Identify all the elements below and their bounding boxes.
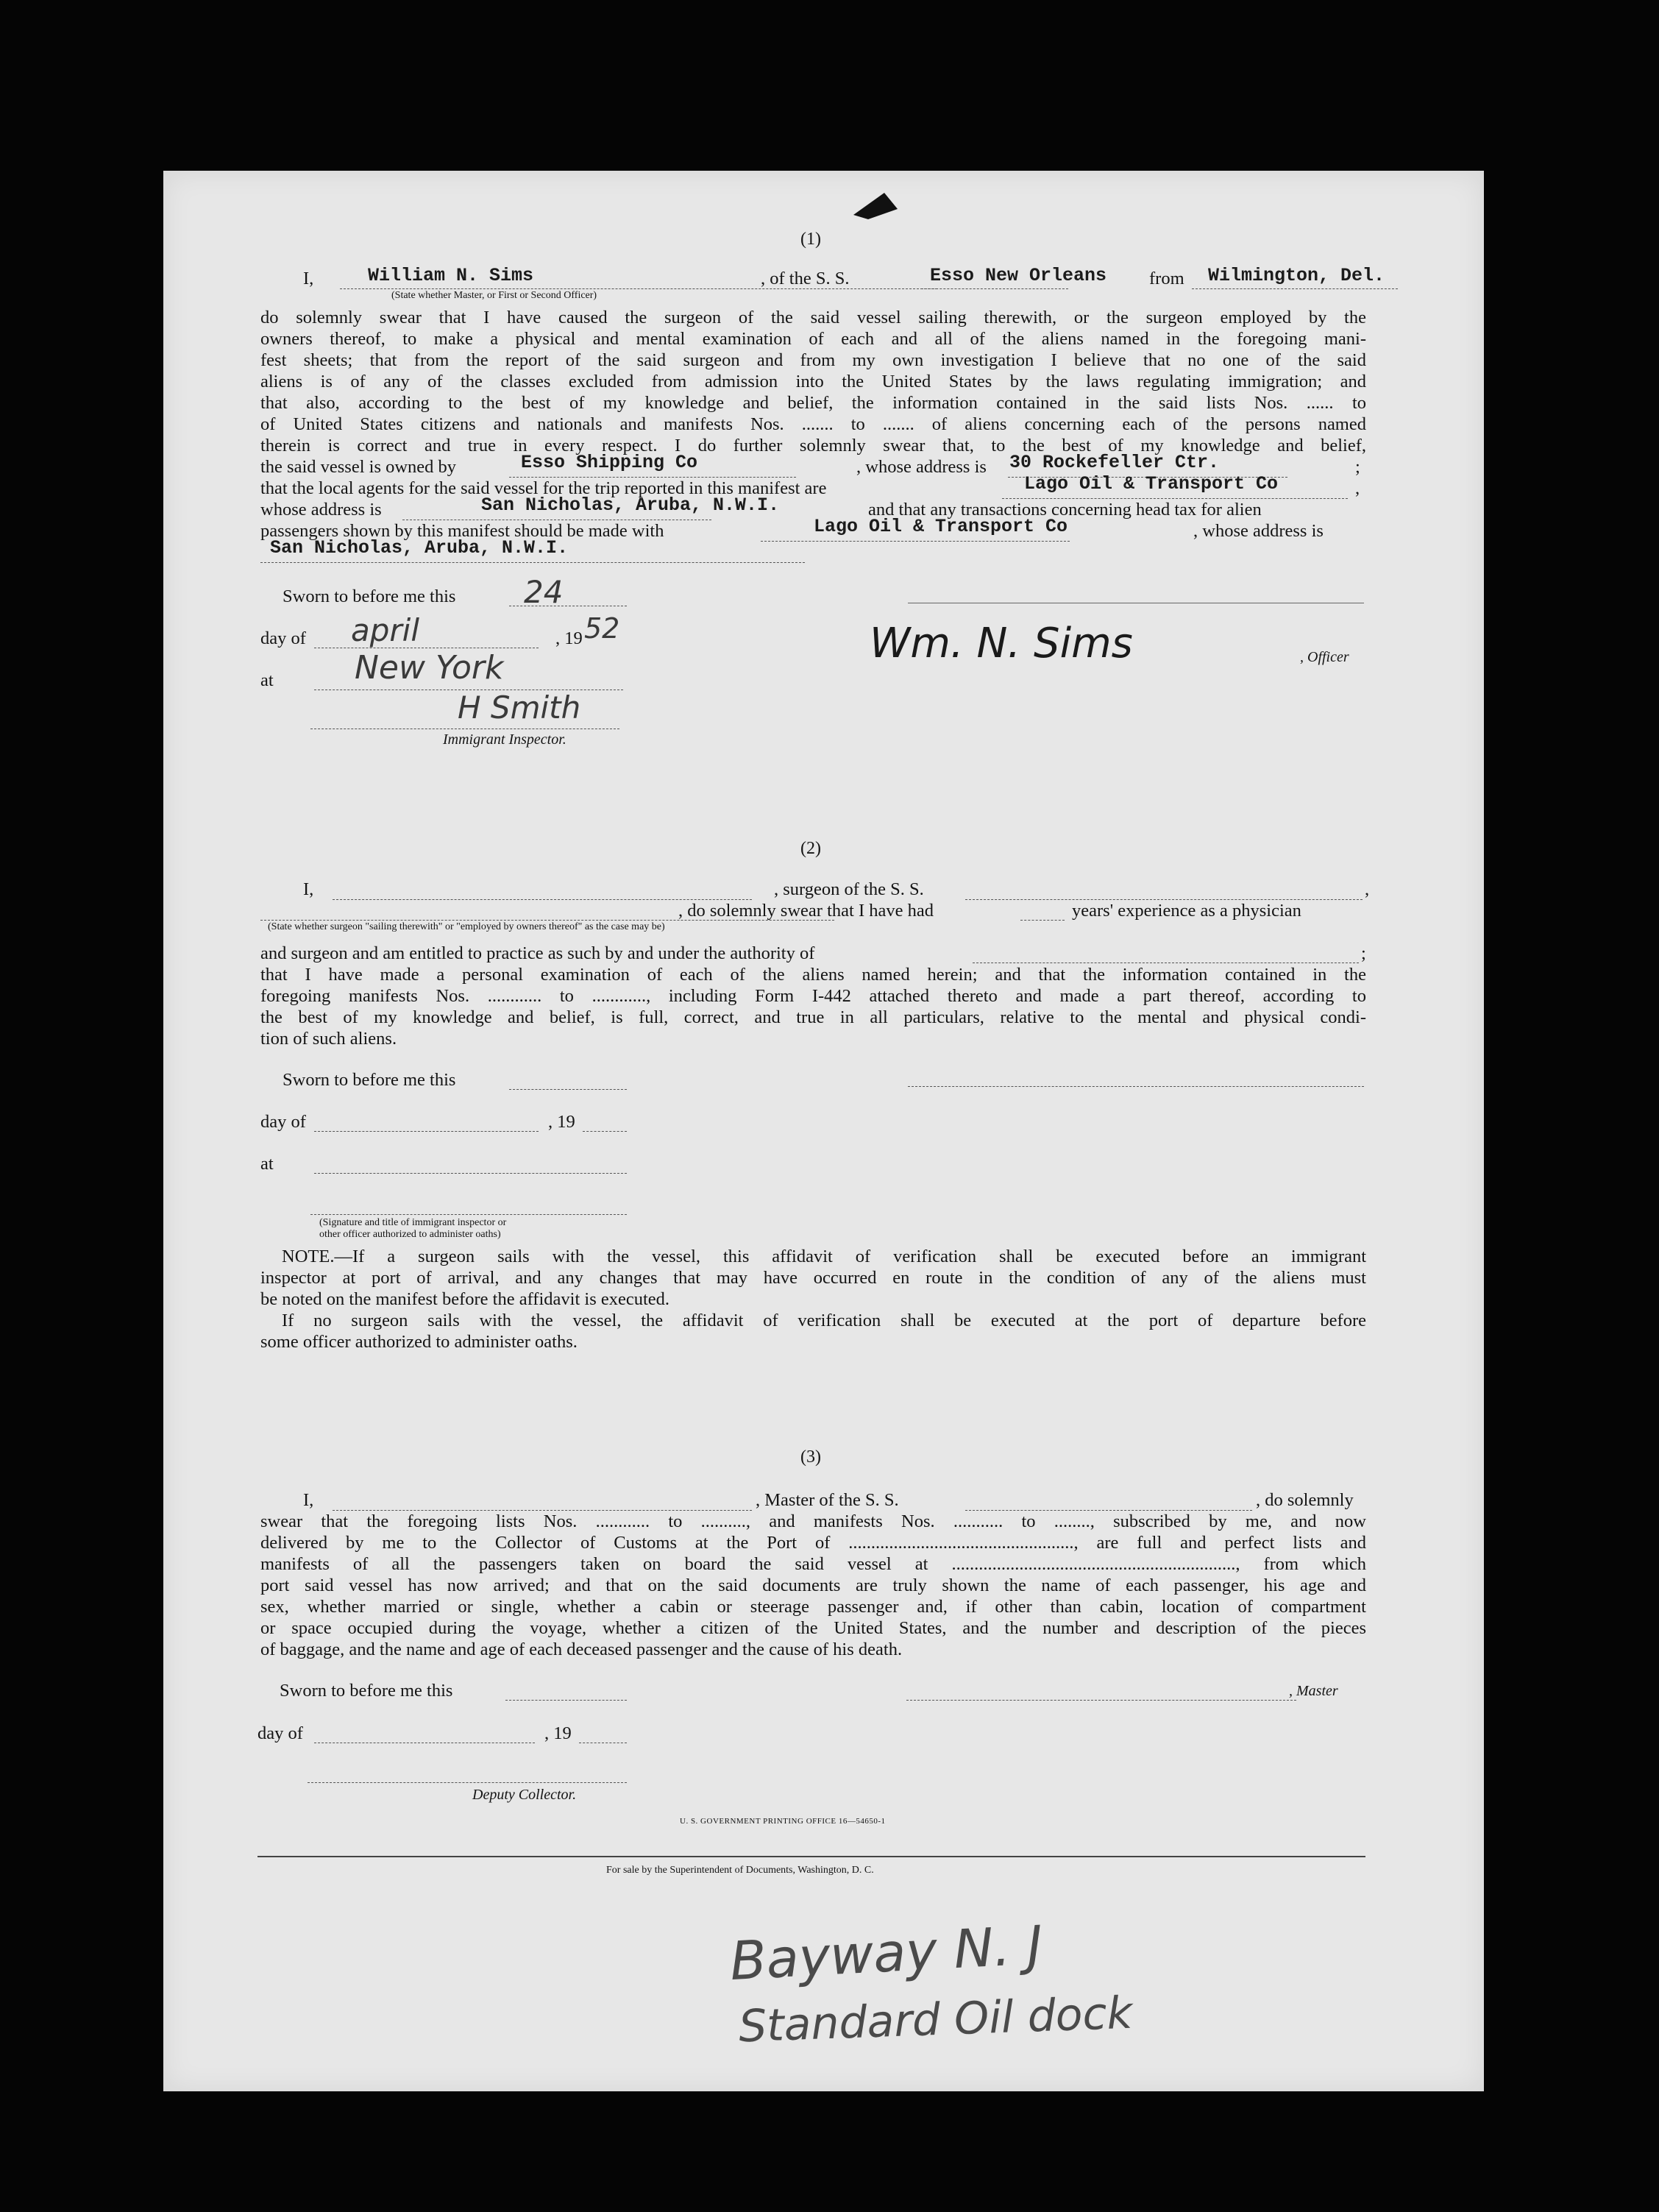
oath-line: of United States citizens and nationals and manifests Nos. ....... to ....... of aliens concerning each of the persons named <box>260 414 1366 434</box>
oath-line: fest sheets; that from the report of the said surgeon and from my own investigation I believe that no one of the said <box>260 350 1366 370</box>
day-of-label-2: day of <box>260 1112 306 1132</box>
manifest-affidavit-page: (1) I, William N. Sims , of the S. S. Esso New Orleans from Wilmington, Del. (State whether Master, or First or Second Officer) do solemnly swear that I have caused the surgeon of the said vessel sailing therewith, or the surgeon employed by the owners thereof, to make a physical and mental examination of each and all of the aliens named in the foregoing mani- fest sheets; that from the report of the said surgeon and from my own investigation I believe that no one of the said aliens is of any of the classes excluded from admission into the United States by the laws regulating immigration; and that also, according to the best of my knowledge and belief, the information contained in the said lists Nos. ...... to of United States citizens and nationals and manifests Nos. ....... to ....... of aliens concerning each of the persons named therein is correct and true in every respect. I do further solemnly swear that, to the best of my knowledge and belief, the said vessel is owned by Esso Shipping Co , whose address is 30 Rockefeller Ctr. ; that the local agents for the said vessel for the trip reported in this manifest are Lago Oil & Transport Co , whose address is San Nicholas, Aruba, N.W.I. and that any transactions concerning head tax for alien passengers shown by this manifest should be made with Lago Oil & Transport Co , whose address is San Nicholas, Aruba, N.W.I. Sworn to before me this 24 day of april , 19 52 at New York H Smith Immigrant Inspector. Wm. N. Sims , Officer (2) I, , surgeon of the S. S. , , do solemnly swear that I have had years' experience as a physician (State whether surgeon "sailing therewith" or "employed by owners thereof" as the case may be) and surgeon and am entitled to practice as such by and under the authority of ; that I have made a personal examination of each of the aliens named herein; and that the information contained in the foregoing manifests Nos. ............ to ............, including Form I-442 attached thereto and made a part thereof, according to the best of my knowledge and belief, is full, correct, and true in all particulars, relative to the mental and physical condi- tion of such aliens. Sworn to before me this day of , 19 at (Signature and title of immigrant inspector or other officer authorized to administer oaths) NOTE.—If a surgeon sails with the vessel, this affidavit of verification shall be executed before an immigrant inspector at port of arrival, and any changes that may have occurred en route in the condition of any of the aliens must be noted on the manifest before the affidavit is executed. If no surgeon sails with the vessel, the affidavit of verification shall be executed at the port of departure before some officer authorized to administer oaths. (3) I, , Master of the S. S. , do solemnly swear that the foregoing lists Nos. ............ to .........., and manifests Nos. ........... to ........, subscribed by me, and now delivered by me to the Collector of Customs at the Port of .................................................., are full and perfect lists and manifests of all the passengers taken on board the said vessel at ..............................................................., from which port said vessel has now arrived; and that on the said documents are truly shown the name of each passenger, his age and sex, whether married or single, whether a cabin or steerage passenger and, if other than cabin, location of compartment or space occupied during the voyage, whether a citizen of the United States, and the number and description of the pieces of baggage, and the name and age of each deceased passenger and the cause of his death. Sworn to before me this , Master day of , 19 Deputy Collector. U. S. GOVERNMENT PRINTING OFFICE 16—54650-1 For sale by the Superintendent of Documents, Washington, D. C. Bayway N. J Standard Oil dock <box>163 171 1484 2091</box>
years-experience-label: years' experience as a physician <box>1072 901 1301 921</box>
day-of-label: day of <box>260 628 306 648</box>
note-2-line: If no surgeon sails with the vessel, the affidavit of verification shall be executed at the port of departure before <box>282 1311 1366 1330</box>
master-oath-line: delivered by me to the Collector of Customs at the Port of .................................................., are full and perfect lists and <box>260 1533 1366 1553</box>
note-last: be noted on the manifest before the affidavit is executed. <box>260 1289 670 1309</box>
sworn-label: Sworn to before me this <box>283 586 456 606</box>
whose-address-label: , whose address is <box>856 457 987 477</box>
from-label: from <box>1149 269 1184 288</box>
master-of-label: , Master of the S. S. <box>756 1490 899 1510</box>
torn-mark <box>853 193 898 219</box>
signature-note-1: (Signature and title of immigrant inspector or <box>319 1217 507 1228</box>
handwritten-note-line-1: Bayway N. J <box>728 1913 1045 1993</box>
deputy-collector-label: Deputy Collector. <box>472 1787 577 1803</box>
departure-port: Wilmington, Del. <box>1208 265 1385 286</box>
vessel-name: Esso New Orleans <box>930 265 1107 286</box>
oath-line: aliens is of any of the classes excluded from admission into the United States by the laws regulating immigration; and <box>260 372 1366 391</box>
agents-address: San Nicholas, Aruba, N.W.I. <box>481 494 780 516</box>
officer-label: , Officer <box>1300 649 1349 665</box>
owner-address: 30 Rockefeller Ctr. <box>1009 452 1220 473</box>
oath-line: owners thereof, to make a physical and mental examination of each and all of the aliens named in the foregoing mani- <box>260 329 1366 349</box>
whose-address-label-2: , whose address is <box>1193 521 1324 541</box>
oath-line: therein is correct and true in every respect. I do further solemnly swear that, to the best of my knowledge and belief, <box>260 436 1366 455</box>
master-oath-line: sex, whether married or single, whether a cabin or steerage passenger and, if other than cabin, location of compartment <box>260 1597 1366 1617</box>
year-prefix-3: , 19 <box>544 1723 572 1743</box>
surgeon-oath-line: the best of my knowledge and belief, is full, correct, and true in all particulars, relative to the mental and physical condi- <box>260 1007 1366 1027</box>
section-2-number: (2) <box>800 839 821 858</box>
year-prefix: , 19 <box>555 628 583 648</box>
signature-note-2: other officer authorized to administer oaths) <box>319 1229 501 1240</box>
head-tax-address: San Nicholas, Aruba, N.W.I. <box>270 537 569 559</box>
state-officer-note: (State whether Master, or First or Second Officer) <box>391 290 597 301</box>
sworn-year: 52 <box>584 612 620 645</box>
agents-address-label: whose address is <box>260 500 382 520</box>
head-tax-text: and that any transactions concerning head tax for alien <box>868 500 1262 520</box>
surgeon-oath-line: foregoing manifests Nos. ............ to ............, including Form I-442 attached thereto and made a part thereof, according to <box>260 986 1366 1006</box>
master-oath-line: port said vessel has now arrived; and that on the said documents are truly shown the name of each passenger, his age and <box>260 1575 1366 1595</box>
surgeon-oath-line: that I have made a personal examination of each of the aliens named herein; and that the information contained in the <box>260 965 1366 985</box>
head-tax-agent: Lago Oil & Transport Co <box>814 516 1068 537</box>
section-1-number: (1) <box>800 230 821 249</box>
surgeon-state-note: (State whether surgeon "sailing therewith" or "employed by owners thereof" as the case may be) <box>268 921 665 932</box>
at-label: at <box>260 670 274 690</box>
master-oath-line: manifests of all the passengers taken on board the said vessel at ..............................................................., from which <box>260 1554 1366 1574</box>
master-oath-last: of baggage, and the name and age of each deceased passenger and the cause of his death. <box>260 1639 903 1659</box>
handwritten-note-line-2: Standard Oil dock <box>737 1987 1134 2053</box>
inspector-signature: H Smith <box>458 690 581 726</box>
surgeon-oath-last: tion of such aliens. <box>260 1029 397 1049</box>
owned-by-label: the said vessel is owned by <box>260 457 457 477</box>
master-name: William N. Sims <box>368 265 534 286</box>
sworn-day: 24 <box>524 574 564 610</box>
oath-line: that also, according to the best of my knowledge and belief, the information contained in the said lists Nos. ...... to <box>260 393 1366 413</box>
oath-line: do solemnly swear that I have caused the surgeon of the said vessel sailing therewith, or the surgeon employed by the <box>260 308 1366 327</box>
master-oath-line: swear that the foregoing lists Nos. ............ to .........., and manifests Nos. ........... to ........, subscribed by me, and now <box>260 1511 1366 1531</box>
at-label-2: at <box>260 1154 274 1174</box>
solemnly-label: , do solemnly <box>1256 1490 1354 1510</box>
owner-name: Esso Shipping Co <box>521 452 698 473</box>
sworn-label-2: Sworn to before me this <box>283 1070 456 1090</box>
note-line: NOTE.—If a surgeon sails with the vessel, this affidavit of verification shall be executed before an immigrant <box>282 1247 1366 1266</box>
day-of-label-3: day of <box>257 1723 303 1743</box>
year-prefix-2: , 19 <box>548 1112 575 1132</box>
sworn-month: april <box>351 612 420 648</box>
section-1-i: I, <box>303 269 314 288</box>
surgeon-of-label: , surgeon of the S. S. <box>774 879 924 899</box>
sale-notice: For sale by the Superintendent of Documents, Washington, D. C. <box>606 1865 874 1876</box>
section-2-i: I, <box>303 879 314 899</box>
sworn-place: New York <box>355 649 504 687</box>
note-2-last: some officer authorized to administer oaths. <box>260 1332 578 1352</box>
gpo-imprint: U. S. GOVERNMENT PRINTING OFFICE 16—54650-1 <box>680 1817 886 1826</box>
local-agents: Lago Oil & Transport Co <box>1024 473 1279 494</box>
local-agents-label: that the local agents for the said vessel for the trip reported in this manifest are <box>260 478 827 498</box>
swear-had-label: , do solemnly swear that I have had <box>678 901 934 921</box>
authority-label: and surgeon and am entitled to practice as such by and under the authority of <box>260 943 815 963</box>
section-3-number: (3) <box>800 1447 821 1467</box>
note-line: inspector at port of arrival, and any changes that may have occurred en route in the condition of any of the aliens must <box>260 1268 1366 1288</box>
section-3-i: I, <box>303 1490 314 1510</box>
sworn-label-3: Sworn to before me this <box>280 1681 453 1701</box>
master-oath-line: or space occupied during the voyage, whether a citizen of the United States, and the number and description of the pieces <box>260 1618 1366 1638</box>
officer-signature: Wm. N. Sims <box>870 620 1133 667</box>
inspector-label: Immigrant Inspector. <box>443 731 566 748</box>
passengers-label: passengers shown by this manifest should be made with <box>260 521 664 541</box>
master-label: , Master <box>1289 1683 1338 1699</box>
of-the-ss-label: , of the S. S. <box>761 269 850 288</box>
